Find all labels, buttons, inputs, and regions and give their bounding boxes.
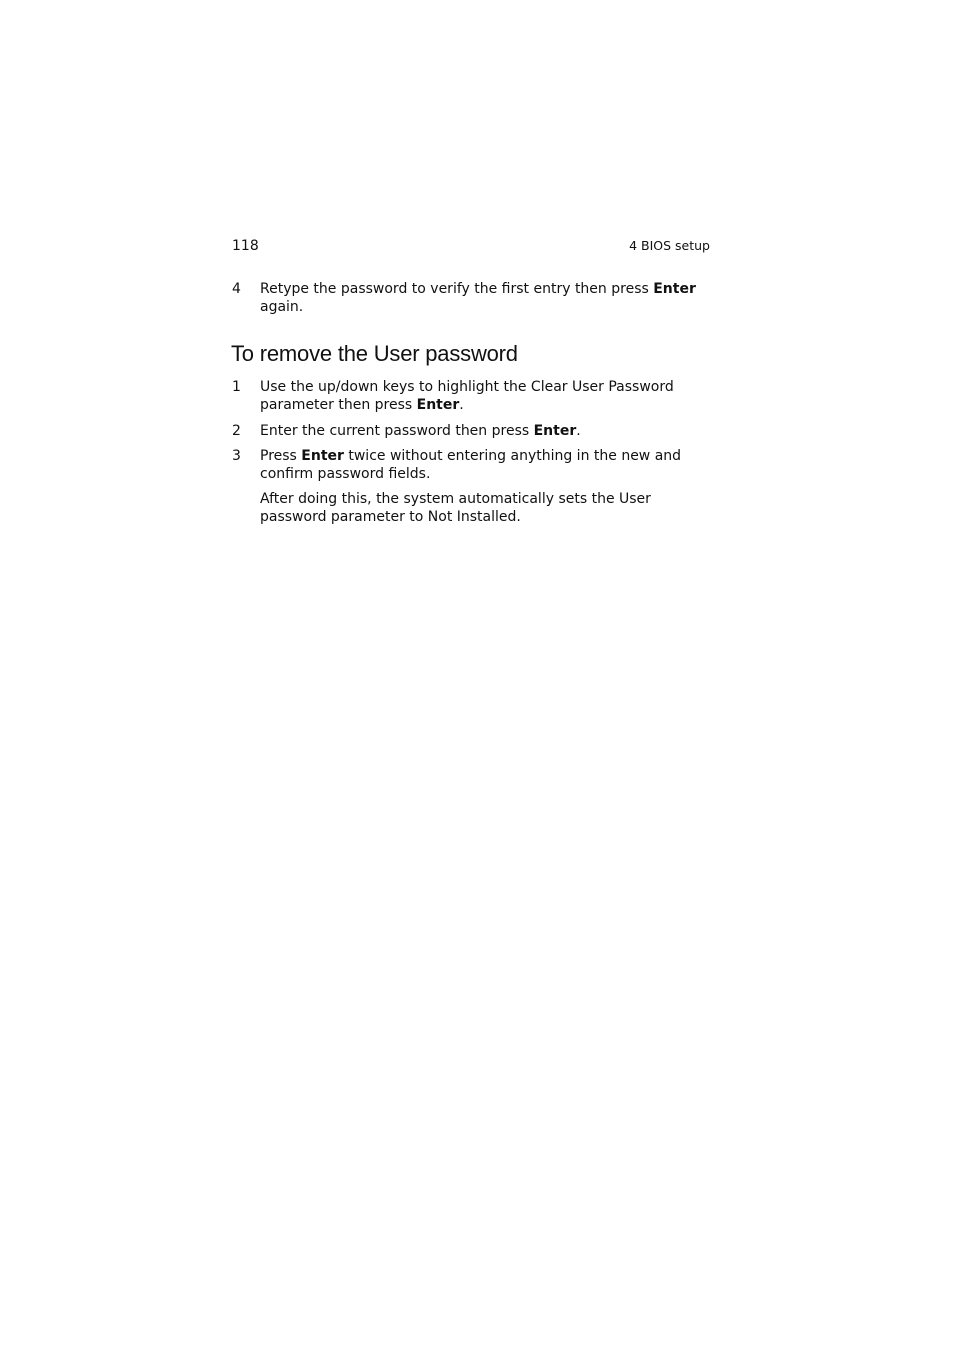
step-text-after: again. [260,299,304,315]
step-text-after: . [576,423,581,439]
step-item-2 [232,422,712,440]
section-title: To remove the User password [231,341,518,366]
step-key: Enter [533,423,577,439]
step-text-after: . [459,397,464,413]
step-text [260,378,712,414]
step-note: After doing this, the system automatically sets the User password parameter to Not Installed. [260,491,651,525]
step-text-before: Press [260,448,302,464]
step-text-before: Retype the password to verify the first entry then press [260,281,654,297]
step-text-before: Enter the current password then press [260,423,534,439]
step-text [260,447,712,483]
step-number: 4 [232,281,241,297]
running-header: 4 BIOS setup [629,238,710,253]
step-item-4 [232,280,712,316]
step-number: 3 [232,448,241,464]
step-item-3 [232,447,712,483]
step-text-after: twice without entering anything in the new and confirm password fields. [260,448,682,482]
step-key: Enter [416,397,460,413]
step-number: 1 [232,379,241,395]
step-text [260,422,712,440]
step-number: 2 [232,423,241,439]
page-number: 118 [232,238,259,254]
step-text [260,280,712,316]
step-text-before: Use the up/down keys to highlight the Clear User Password parameter then press [260,379,674,413]
step-key: Enter [301,448,344,464]
step-item-1 [232,378,712,414]
step-key: Enter [653,281,696,297]
